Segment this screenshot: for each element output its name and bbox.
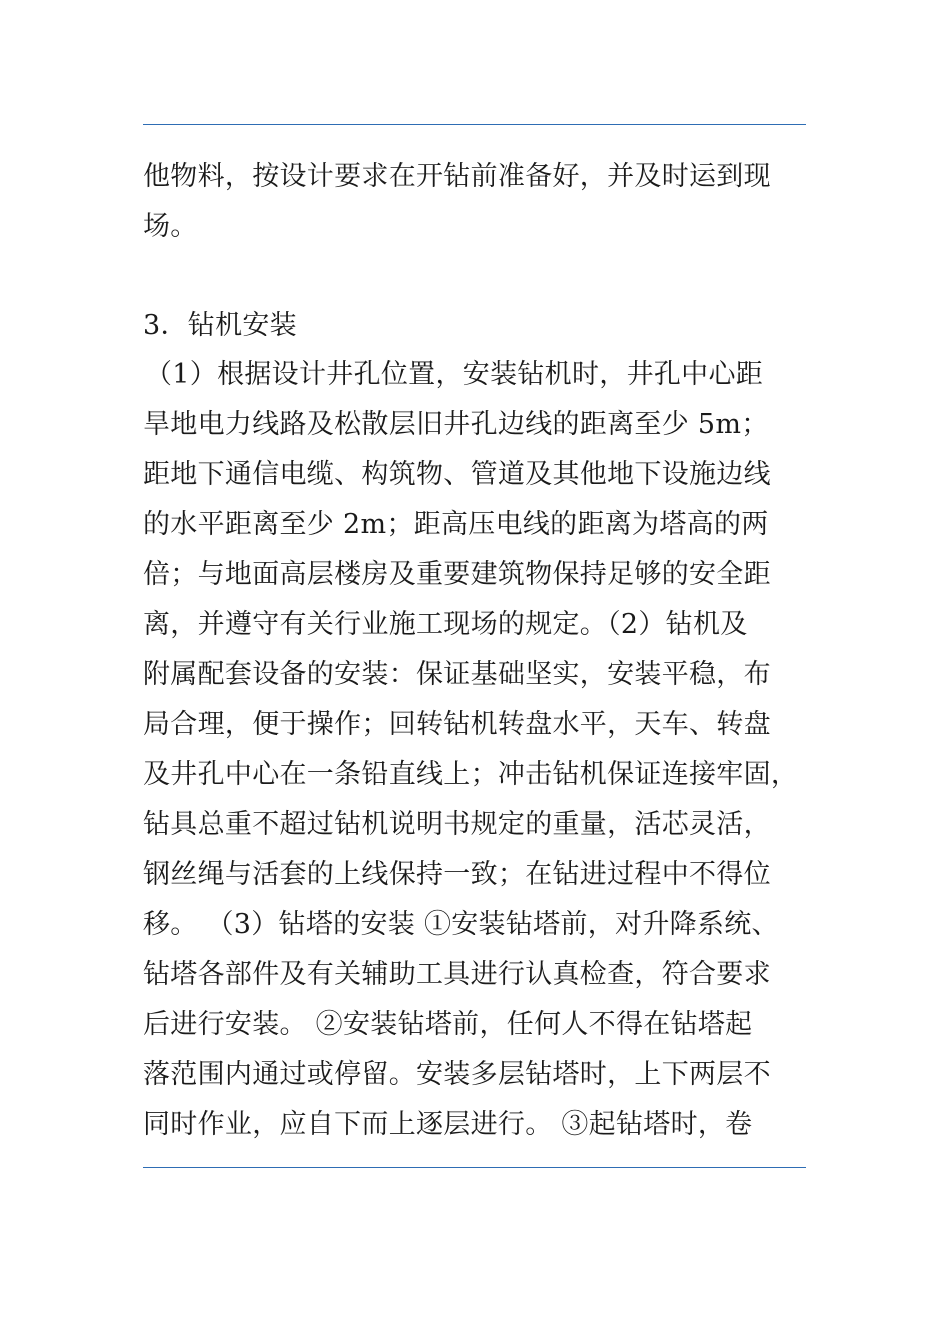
body-text-line: 旱地电力线路及松散层旧井孔边线的距离至少 5m； <box>143 409 769 440</box>
body-text-line: 钢丝绳与活套的上线保持一致；在钻进过程中不得位 <box>143 859 771 890</box>
body-text-line: 附属配套设备的安装：保证基础坚实，安装平稳，布 <box>143 659 771 690</box>
body-text-line: 钻塔各部件及有关辅助工具进行认真检查，符合要求 <box>143 959 771 990</box>
body-text-line: 距地下通信电缆、构筑物、管道及其他地下设施边线 <box>143 459 771 490</box>
body-text-line: 场。 <box>143 211 198 242</box>
header-rule <box>143 124 806 125</box>
body-text-line: 后进行安装。 ②安装钻塔前，任何人不得在钻塔起 <box>143 1009 753 1040</box>
body-text-line: 移。 （3）钻塔的安装 ①安装钻塔前，对升降系统、 <box>143 909 779 940</box>
body-text-line: 局合理，便于操作；回转钻机转盘水平，天车、转盘 <box>143 709 771 740</box>
body-text-line: 及井孔中心在一条铅直线上；冲击钻机保证连接牢固， <box>143 759 799 790</box>
body-text-line: 落范围内通过或停留。安装多层钻塔时，上下两层不 <box>143 1059 771 1090</box>
body-text-line: 钻具总重不超过钻机说明书规定的重量，活芯灵活， <box>143 809 771 840</box>
body-text-line: 离，并遵守有关行业施工现场的规定。（2）钻机及 <box>143 609 748 640</box>
body-text-line: 他物料，按设计要求在开钻前准备好，并及时运到现 <box>143 161 771 192</box>
body-text-line: 同时作业，应自下而上逐层进行。 ③起钻塔时，卷 <box>143 1109 753 1140</box>
body-text-line: （1）根据设计井孔位置，安装钻机时，井孔中心距 <box>145 359 764 390</box>
body-text-line: 倍；与地面高层楼房及重要建筑物保持足够的安全距 <box>143 559 771 590</box>
footer-rule <box>143 1167 806 1168</box>
section-heading: 3．钻机安装 <box>143 310 297 341</box>
body-text-line: 的水平距离至少 2m；距高压电线的距离为塔高的两 <box>143 509 769 540</box>
